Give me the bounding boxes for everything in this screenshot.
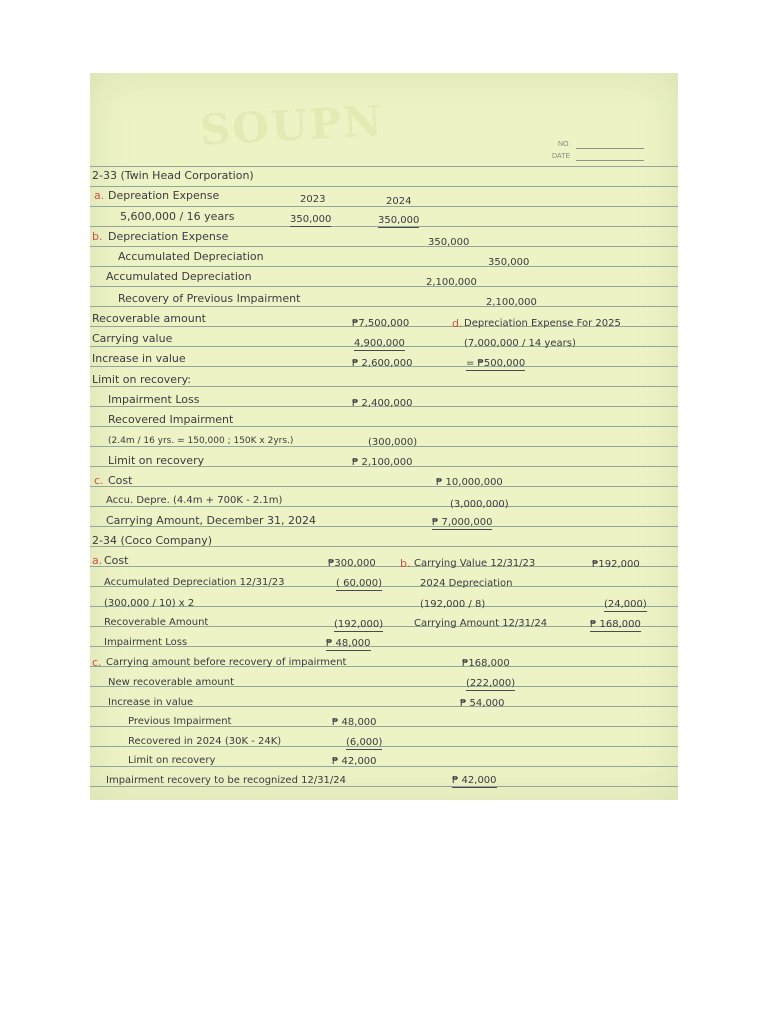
text-line: Accumulated Depreciation — [106, 270, 252, 283]
text-line: (300,000 / 10) x 2 — [104, 598, 195, 609]
amount: (6,000) — [346, 737, 383, 748]
amount: ₱ 2,400,000 — [352, 398, 413, 409]
amount: ₱192,000 — [592, 559, 640, 570]
ruled-line — [90, 566, 678, 567]
text-line: Cost — [104, 554, 129, 567]
amount: 350,000 — [378, 215, 420, 226]
amount: ₱300,000 — [328, 558, 376, 569]
amount: ₱ 48,000 — [326, 638, 371, 649]
item-marker: c. — [92, 656, 102, 669]
year-label: 2023 — [300, 194, 326, 205]
ruled-line — [90, 486, 678, 487]
text-line: Recovered Impairment — [108, 413, 234, 426]
no-label: NO. — [558, 141, 571, 148]
text-line: Increase in value — [92, 352, 186, 365]
text-line: (2.4m / 16 yrs. = 150,000 ; 150K x 2yrs.) — [108, 436, 294, 446]
item-marker: a. — [92, 554, 103, 567]
text-line: Impairment Loss — [108, 393, 200, 406]
watermark: SOUPN — [198, 96, 385, 155]
text-line: Cost — [108, 474, 133, 487]
amount: ₱ 10,000,000 — [436, 477, 503, 488]
amount: ( 60,000) — [336, 578, 382, 589]
amount: ₱7,500,000 — [352, 318, 410, 329]
text-line: Carrying Amount 12/31/24 — [414, 618, 548, 629]
text-line: Limit on recovery: — [92, 373, 192, 386]
amount: 350,000 — [488, 257, 530, 268]
amount: 350,000 — [428, 237, 470, 248]
amount: 2,100,000 — [426, 277, 477, 288]
ruled-line — [90, 426, 678, 427]
problem-233-title: 2-33 (Twin Head Corporation) — [92, 169, 254, 182]
item-marker: b. — [92, 230, 103, 243]
ruled-line — [90, 306, 678, 307]
amount: ₱ 2,100,000 — [352, 457, 413, 468]
amount: ₱ 42,000 — [332, 756, 377, 767]
text-line: Carrying amount before recovery of impairment — [106, 657, 347, 668]
text-line: (7,000,000 / 14 years) — [464, 338, 576, 349]
ruled-line — [90, 166, 678, 167]
ruled-line — [90, 286, 678, 287]
text-line: 5,600,000 / 16 years — [120, 210, 235, 223]
item-marker: b. — [400, 557, 411, 570]
text-line: (192,000 / 8) — [420, 599, 486, 610]
text-line: Accu. Depre. (4.4m + 700K - 2.1m) — [106, 495, 283, 506]
text-line: Depreciation Expense — [108, 230, 229, 243]
date-line — [576, 160, 644, 161]
amount: (192,000) — [334, 619, 384, 630]
amount: ₱ 48,000 — [332, 717, 377, 728]
item-marker: c. — [94, 474, 104, 487]
amount: ₱ 2,600,000 — [352, 358, 413, 369]
text-line: Depreciation Expense For 2025 — [464, 318, 621, 329]
text-line: Recoverable Amount — [104, 617, 209, 628]
ruled-line — [90, 266, 678, 267]
amount: 4,900,000 — [354, 338, 405, 349]
text-line: Recovery of Previous Impairment — [118, 292, 301, 305]
amount: = ₱500,000 — [466, 358, 526, 369]
text-line: Impairment recovery to be recognized 12/31/24 — [106, 775, 347, 786]
notebook-page — [90, 73, 678, 800]
amount: (222,000) — [466, 678, 516, 689]
amount: (300,000) — [368, 437, 418, 448]
amount: ₱ 54,000 — [460, 698, 505, 709]
text-line: Accumulated Depreciation 12/31/23 — [104, 577, 285, 588]
text-line: Limit on recovery — [128, 755, 216, 766]
item-marker: d. — [452, 317, 463, 330]
item-marker: a. — [94, 189, 105, 202]
text-line: Carrying value — [92, 332, 173, 345]
text-line: Recoverable amount — [92, 312, 206, 325]
text-line: Depreation Expense — [108, 189, 220, 202]
text-line: New recoverable amount — [108, 677, 235, 688]
text-line: Impairment Loss — [104, 637, 188, 648]
amount: ₱ 7,000,000 — [432, 517, 493, 528]
text-line: Accumulated Depreciation — [118, 250, 264, 263]
text-line: Previous Impairment — [128, 716, 232, 727]
amount: ₱168,000 — [462, 658, 510, 669]
text-line: 2024 Depreciation — [420, 578, 513, 589]
year-label: 2024 — [386, 196, 412, 207]
text-line: Recovered in 2024 (30K - 24K) — [128, 736, 282, 747]
amount: 350,000 — [290, 214, 332, 225]
ruled-line — [90, 206, 678, 207]
amount: (3,000,000) — [450, 499, 509, 510]
amount: (24,000) — [604, 599, 647, 610]
no-line — [576, 148, 644, 149]
amount: 2,100,000 — [486, 297, 537, 308]
amount: ₱ 42,000 — [452, 775, 497, 786]
problem-234-title: 2-34 (Coco Company) — [92, 534, 213, 547]
ruled-line — [90, 186, 678, 187]
ruled-line — [90, 246, 678, 247]
text-line: Increase in value — [108, 697, 194, 708]
date-label: DATE — [552, 153, 571, 160]
ruled-line — [90, 386, 678, 387]
text-line: Carrying Amount, December 31, 2024 — [106, 514, 317, 527]
amount: ₱ 168,000 — [590, 619, 641, 630]
text-line: Carrying Value 12/31/23 — [414, 558, 536, 569]
text-line: Limit on recovery — [108, 454, 205, 467]
